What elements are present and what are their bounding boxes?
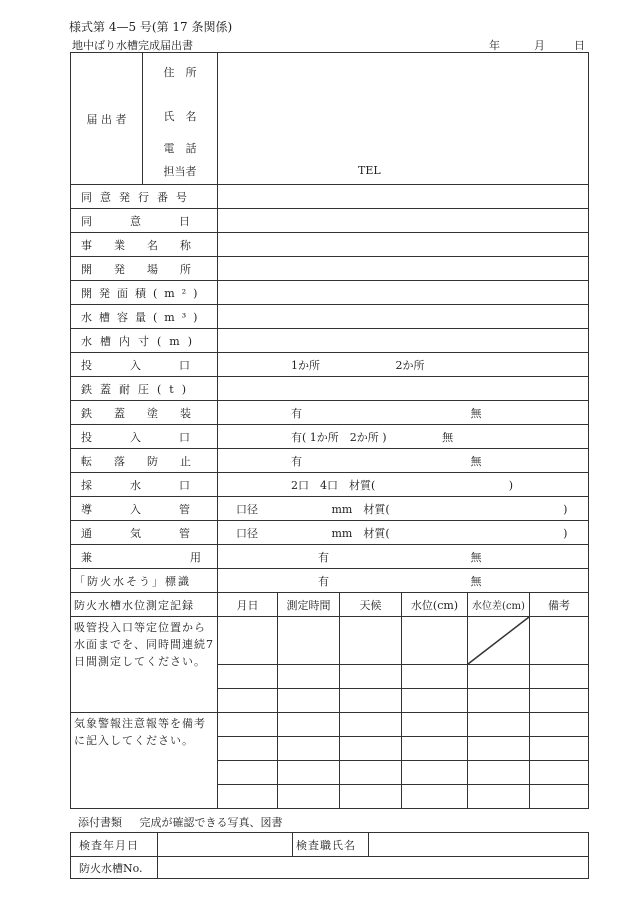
- cover-paint-yes[interactable]: 有: [291, 406, 302, 420]
- measure-cell[interactable]: [218, 737, 278, 761]
- measure-cell[interactable]: [468, 785, 530, 809]
- consent-number-label: 同意発行番号: [71, 185, 218, 209]
- vent-pipe-field[interactable]: [218, 521, 589, 545]
- measure-cell[interactable]: [402, 761, 468, 785]
- inlet-yes-detail[interactable]: 有( 1か所 2か所 ): [291, 430, 387, 444]
- measure-cell[interactable]: [278, 785, 340, 809]
- dev-area-field[interactable]: [218, 281, 589, 305]
- measure-cell[interactable]: [278, 713, 340, 737]
- applicant-fields: [143, 53, 218, 185]
- main-form-table: [70, 52, 589, 809]
- fall-prevention-label: 転落防止: [71, 449, 218, 473]
- dev-area-label: 開発面積(m²): [71, 281, 218, 305]
- measure-cell[interactable]: [278, 761, 340, 785]
- vent-pipe-close-paren: ): [563, 526, 568, 540]
- two-places-option[interactable]: 2か所: [395, 358, 425, 372]
- vent-pipe-material: mm 材質(: [331, 526, 390, 540]
- measure-cell[interactable]: [530, 617, 589, 665]
- measure-cell[interactable]: [402, 689, 468, 713]
- intake-close-paren: ): [508, 478, 514, 492]
- attachments-label: 添付書類: [78, 816, 122, 829]
- one-place-option[interactable]: 1か所: [291, 358, 320, 372]
- measure-cell[interactable]: [402, 737, 468, 761]
- measure-cell[interactable]: [218, 785, 278, 809]
- address-label: 住 所: [163, 66, 197, 79]
- inlet-count-label: 投入口: [71, 353, 218, 377]
- measurement-note-1: 吸管投入口等定位置から水面までを、同時間連続7日間測定してください。: [71, 617, 218, 713]
- measure-cell[interactable]: [340, 737, 402, 761]
- inlet-count-field[interactable]: [218, 353, 589, 377]
- measure-cell[interactable]: [340, 689, 402, 713]
- measure-cell[interactable]: [468, 689, 530, 713]
- measure-cell[interactable]: [340, 617, 402, 665]
- inlet-field[interactable]: [218, 425, 589, 449]
- attachments-value: 完成が確認できる写真、図書: [139, 816, 283, 829]
- tank-capacity-field[interactable]: [218, 305, 589, 329]
- project-name-field[interactable]: [218, 233, 589, 257]
- col-water-level: 水位(cm): [402, 593, 468, 617]
- sign-field[interactable]: [218, 569, 589, 593]
- measure-cell[interactable]: [468, 713, 530, 737]
- measure-cell[interactable]: [340, 665, 402, 689]
- measure-cell[interactable]: [530, 665, 589, 689]
- diagonal-line: [468, 617, 529, 664]
- date-day-label: 日: [574, 39, 585, 52]
- inlet-no[interactable]: 無: [442, 430, 454, 444]
- cover-paint-label: 鉄蓋塗装: [71, 401, 218, 425]
- tank-no-label: 防火水槽No.: [71, 857, 158, 879]
- dual-use-label: 兼用: [71, 545, 218, 569]
- cover-pressure-label: 鉄蓋耐圧(t): [71, 377, 218, 401]
- vent-pipe-label: 通気管: [71, 521, 218, 545]
- consent-date-label: 同意日: [71, 209, 218, 233]
- measure-cell[interactable]: [340, 785, 402, 809]
- cover-paint-field[interactable]: [218, 401, 589, 425]
- sign-no[interactable]: 無: [470, 574, 482, 588]
- intake-detail[interactable]: 2口 4口 材質(: [291, 478, 376, 492]
- measure-cell[interactable]: [530, 689, 589, 713]
- vent-pipe-diameter: 口径: [236, 526, 258, 540]
- inlet-pipe-label: 導入管: [71, 497, 218, 521]
- tank-capacity-label: 水槽容量(m³): [71, 305, 218, 329]
- measure-cell[interactable]: [218, 617, 278, 665]
- consent-number-field[interactable]: [218, 185, 589, 209]
- measure-cell[interactable]: [218, 689, 278, 713]
- inspection-date-label: 検査年月日: [71, 833, 158, 857]
- measure-cell[interactable]: [340, 761, 402, 785]
- phone-label: 電 話: [163, 142, 197, 155]
- dev-location-label: 開発場所: [71, 257, 218, 281]
- measure-cell[interactable]: [278, 689, 340, 713]
- inlet-pipe-material: mm 材質(: [331, 502, 390, 516]
- measurement-note-2: 気象警報注意報等を備考に記入してください。: [71, 713, 218, 809]
- col-date: 月日: [218, 593, 278, 617]
- tank-no-field[interactable]: [158, 857, 589, 879]
- measure-cell[interactable]: [468, 737, 530, 761]
- col-time: 測定時間: [278, 593, 340, 617]
- form-title: 地中ばり水槽完成届出書: [72, 39, 193, 52]
- consent-date-field[interactable]: [218, 209, 589, 233]
- measure-cell[interactable]: [278, 665, 340, 689]
- level-diff-diagonal-cell: [468, 617, 530, 665]
- measure-cell[interactable]: [218, 761, 278, 785]
- measure-cell[interactable]: [402, 713, 468, 737]
- tank-dim-label: 水槽内寸(m): [71, 329, 218, 353]
- dual-use-field[interactable]: [218, 545, 589, 569]
- intake-label: 採水口: [71, 473, 218, 497]
- inspector-name-field[interactable]: [369, 833, 589, 857]
- inlet-pipe-close-paren: ): [563, 502, 568, 516]
- intake-field[interactable]: [218, 473, 589, 497]
- inlet-pipe-field[interactable]: [218, 497, 589, 521]
- measure-cell[interactable]: [278, 617, 340, 665]
- tank-dim-field[interactable]: [218, 329, 589, 353]
- project-name-label: 事業名称: [71, 233, 218, 257]
- measure-cell[interactable]: [402, 665, 468, 689]
- cover-pressure-field[interactable]: [218, 377, 589, 401]
- inspector-name-label: 検査職氏名: [293, 833, 369, 857]
- fall-prevention-no[interactable]: 無: [470, 454, 482, 468]
- inlet-label: 投入口: [71, 425, 218, 449]
- name-label: 氏 名: [163, 110, 197, 123]
- sign-label: 「防火水そう」標識: [71, 569, 218, 593]
- form-number: 様式第 4—5 号(第 17 条関係): [69, 20, 233, 34]
- attachments-row: [78, 814, 283, 830]
- tel-label: TEL: [358, 164, 381, 177]
- applicant-label: 届 出 者: [71, 53, 143, 185]
- measure-cell[interactable]: [530, 785, 589, 809]
- measure-cell[interactable]: [402, 617, 468, 665]
- fall-prevention-yes[interactable]: 有: [291, 454, 302, 468]
- contact-label: 担当者: [163, 165, 197, 178]
- measure-cell[interactable]: [530, 737, 589, 761]
- cover-paint-no[interactable]: 無: [470, 406, 482, 420]
- sign-yes[interactable]: 有: [318, 574, 329, 588]
- fall-prevention-field[interactable]: [218, 449, 589, 473]
- measure-cell[interactable]: [218, 713, 278, 737]
- applicant-input-area[interactable]: [218, 53, 589, 185]
- date-year-label: 年: [489, 39, 500, 52]
- inspection-date-field[interactable]: [158, 833, 293, 857]
- dev-location-field[interactable]: [218, 257, 589, 281]
- inlet-pipe-diameter: 口径: [236, 502, 258, 516]
- measure-cell[interactable]: [218, 665, 278, 689]
- measure-cell[interactable]: [530, 761, 589, 785]
- measure-cell[interactable]: [530, 713, 589, 737]
- date-month-label: 月: [534, 39, 545, 52]
- col-remarks: 備考: [530, 593, 589, 617]
- measure-cell[interactable]: [402, 785, 468, 809]
- measure-cell[interactable]: [468, 665, 530, 689]
- col-weather: 天候: [340, 593, 402, 617]
- dual-use-yes[interactable]: 有: [318, 550, 329, 564]
- measure-cell[interactable]: [468, 761, 530, 785]
- measure-cell[interactable]: [278, 737, 340, 761]
- col-level-diff: 水位差(cm): [468, 593, 530, 617]
- inspection-table: [70, 832, 589, 879]
- dual-use-no[interactable]: 無: [470, 550, 482, 564]
- measure-cell[interactable]: [340, 713, 402, 737]
- measurement-label: 防火水槽水位測定記録: [71, 593, 218, 617]
